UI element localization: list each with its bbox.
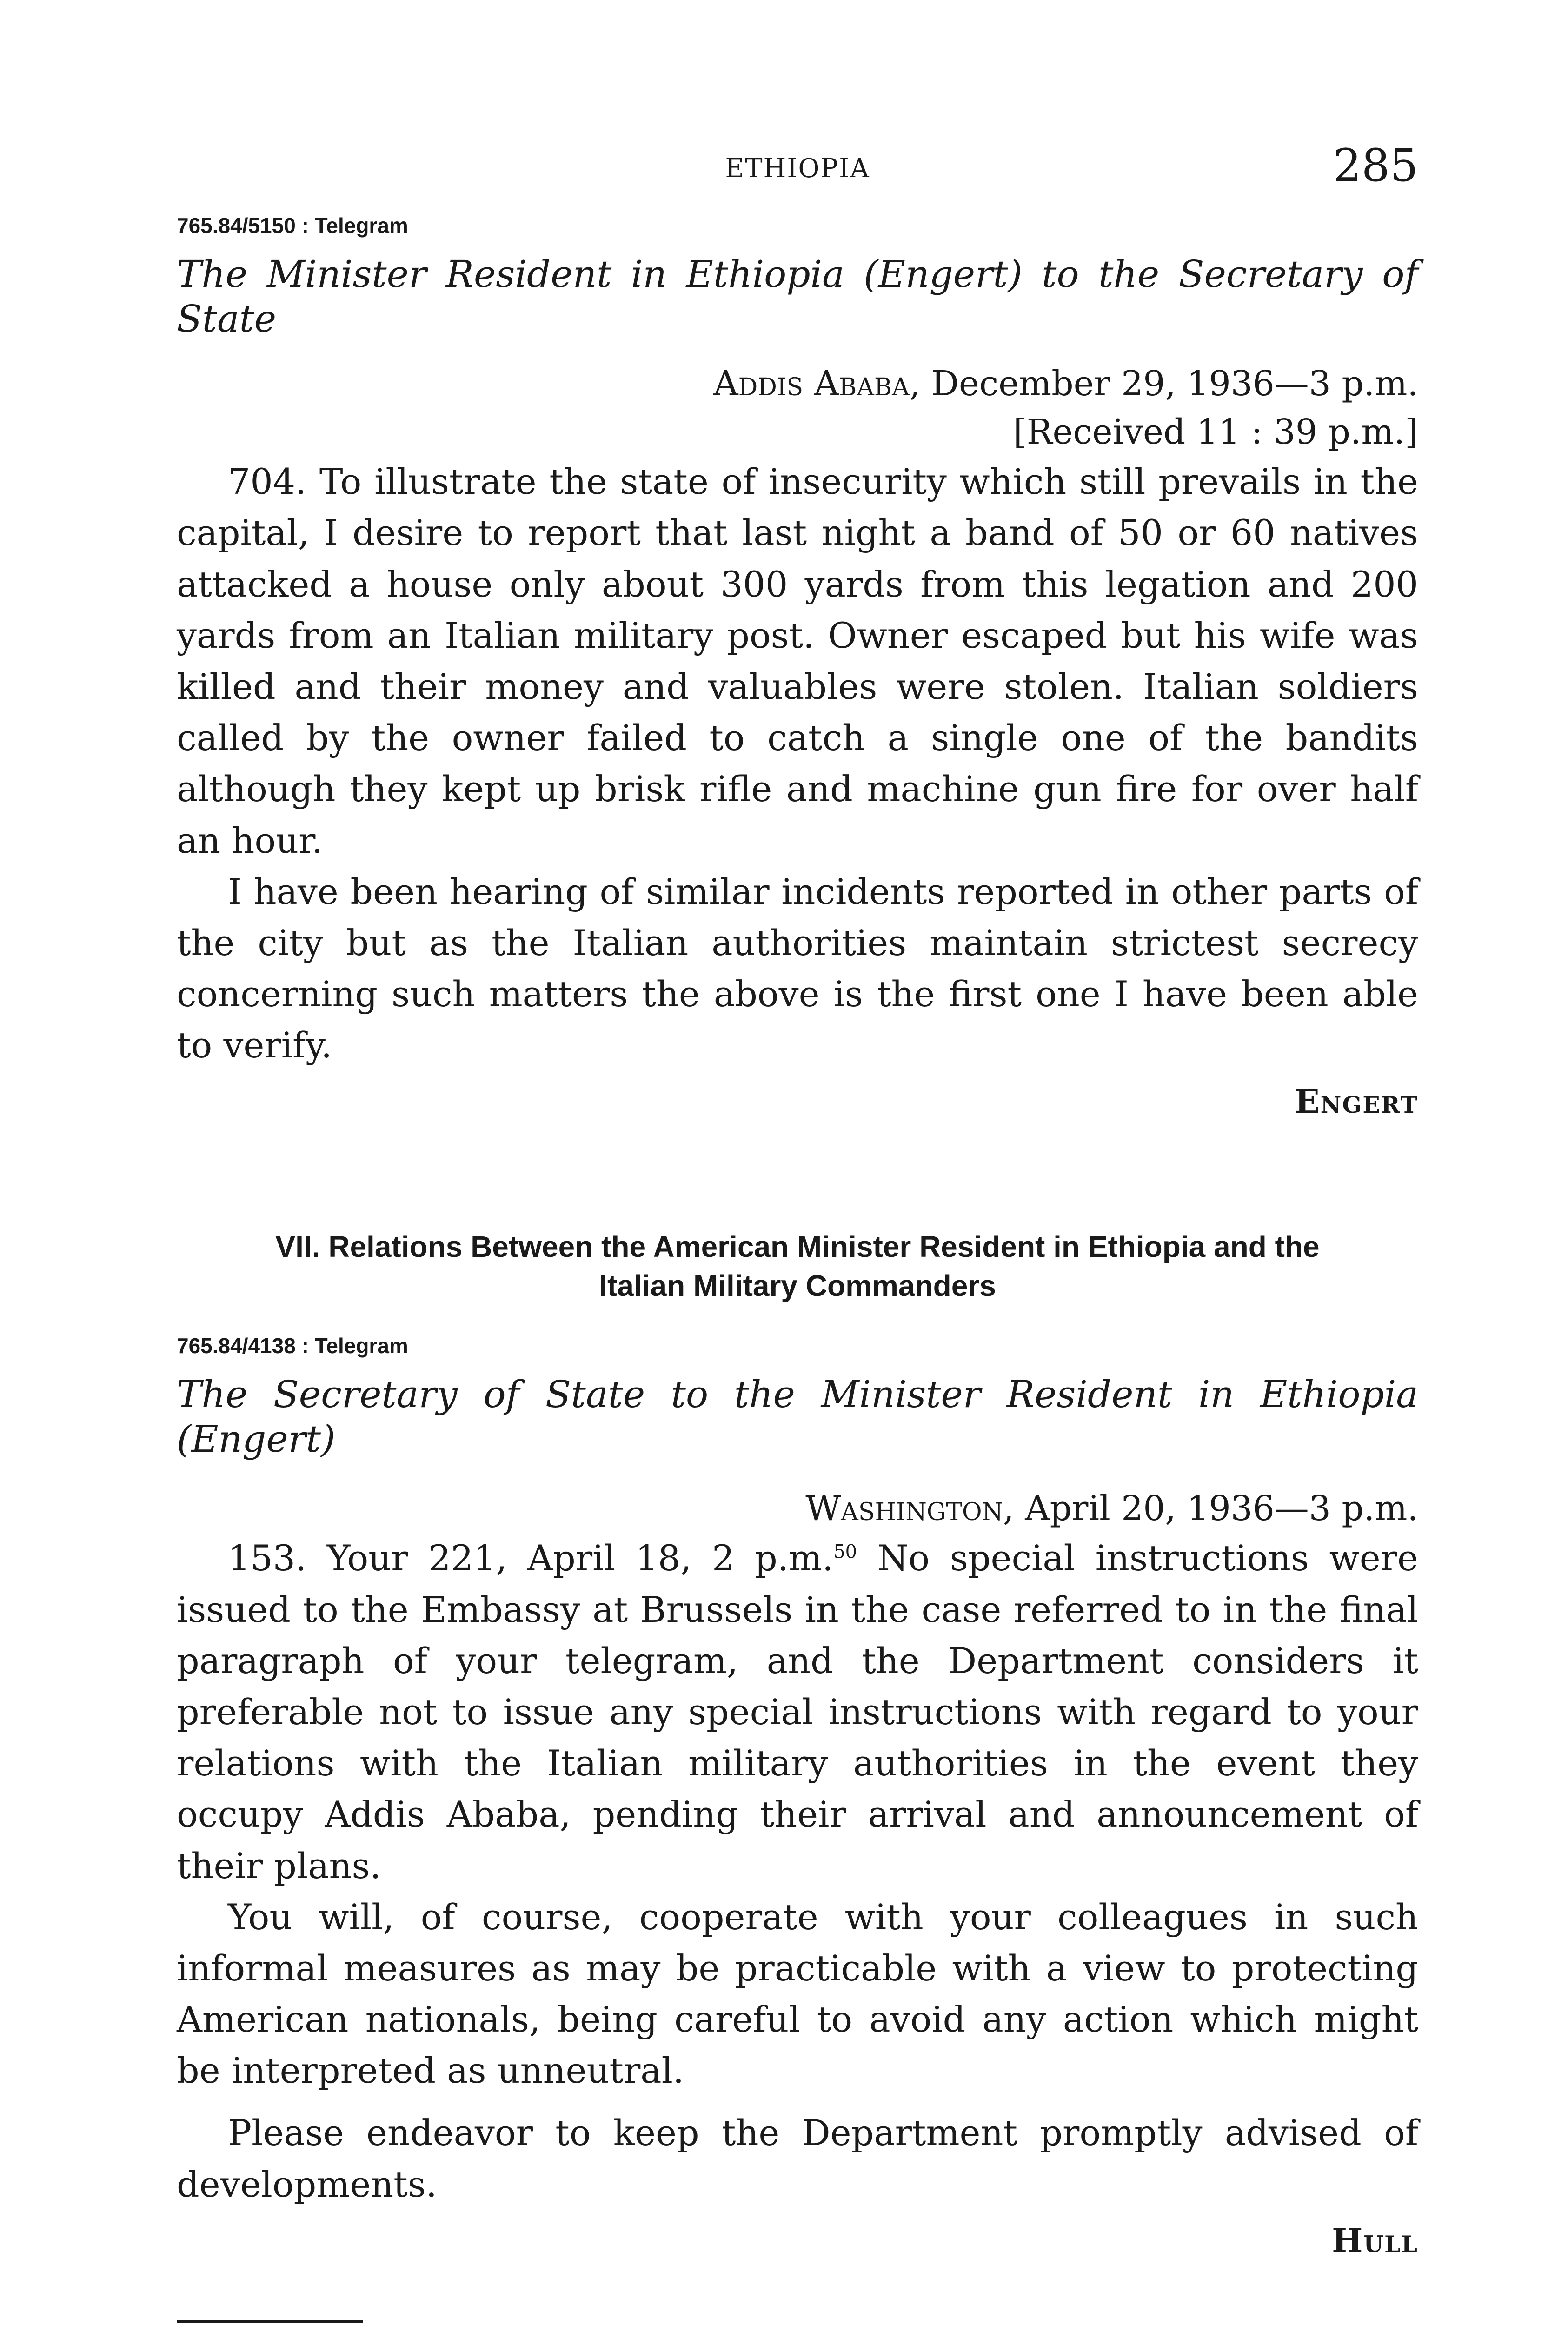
received-note: [Received 11 : 39 p.m.] <box>1013 412 1418 452</box>
body-paragraph: Please endeavor to keep the Department promptly advised of developments. <box>177 2112 1418 2205</box>
document-1 <box>177 213 1418 1121</box>
signature: Engert <box>1295 1082 1418 1121</box>
dateline-date: April 20, 1936—3 p.m. <box>1025 1488 1418 1528</box>
section-heading-line: VII. Relations Between the American Minister Resident in Ethiopia and the <box>275 1230 1320 1264</box>
body-paragraph <box>177 1533 1418 1891</box>
file-reference: 765.84/5150 : Telegram <box>177 213 408 238</box>
file-reference: 765.84/4138 : Telegram <box>177 1333 408 1358</box>
dateline <box>177 1485 1418 1533</box>
page-header <box>177 140 1418 205</box>
section-heading-line: Italian Military Commanders <box>599 1269 996 1302</box>
body-paragraph: 704. To illustrate the state of insecurity which still prevails in the capital, I desire to report that last night a band of 50 or 60 natives attacked a house only about 300 yards from this legation and 200 yards from an Italian military post. Owner escaped but his wife was killed and their money and valuables were stolen. Italian soldiers called by the owner failed to catch a single one of the bandits although they kept up brisk rifle and machine gun fire for over half an hour. <box>177 461 1418 861</box>
body-paragraph: I have been hearing of similar incidents reported in other parts of the city but as the Italian authorities maintain strictest secrecy concerning such matters the above is the first one I have been able to verify. <box>177 870 1418 1066</box>
document-title: The Secretary of State to the Minister Resident in Ethiopia (Engert) <box>177 1372 1418 1461</box>
signature: Hull <box>1332 2221 1418 2260</box>
document-page <box>177 140 1418 2325</box>
paragraph-text: No special instructions were issued to the Embassy at Brussels in the case referred to in the final paragraph of your telegram, and the Department considers it preferable not to issue any special instructions with regard to your relations with the Italian military authorities in the event they occupy Addis Ababa, pending their arrival and announcement of their plans. <box>177 1537 1418 1887</box>
document-2 <box>177 1333 1418 2260</box>
dateline-date: December 29, 1936—3 p.m. <box>931 364 1418 404</box>
paragraph-text: 153. Your 221, April 18, 2 p.m. <box>228 1537 834 1579</box>
footnote-marker: 50 <box>833 1541 857 1563</box>
section-heading <box>177 1228 1418 1305</box>
running-head: ETHIOPIA <box>725 153 870 184</box>
document-title: The Minister Resident in Ethiopia (Engert) to the Secretary of State <box>177 252 1418 340</box>
dateline-place: Washington, <box>805 1488 1014 1528</box>
body-paragraph: You will, of course, cooperate with your colleagues in such informal measures as may be practicable with a view to protecting American nationals, being careful to avoid any action which might be interpreted as unneutral. <box>177 1896 1418 2092</box>
dateline-place: Addis Ababa, <box>713 364 921 404</box>
footnote-divider <box>177 2320 363 2323</box>
dateline <box>177 360 1418 408</box>
page-number: 285 <box>1333 140 1418 192</box>
